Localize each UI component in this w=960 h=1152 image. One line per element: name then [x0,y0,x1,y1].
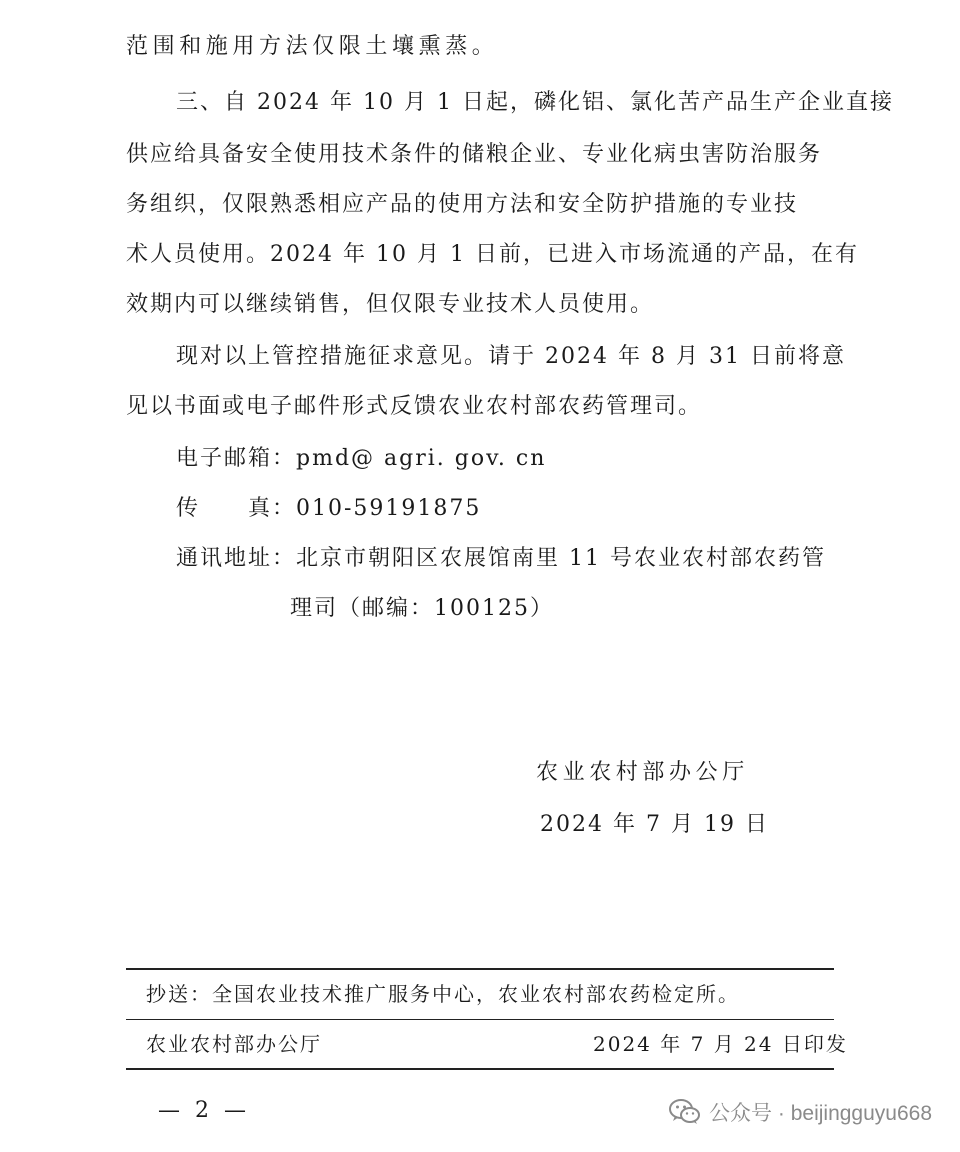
footer-cc: 抄送：全国农业技术推广服务中心，农业农村部农药检定所。 [146,982,740,1006]
contact-email: 电子邮箱：pmd@ agri. gov. cn [176,446,547,471]
body-line-8: 见以书面或电子邮件形式反馈农业农村部农药管理司。 [126,394,703,419]
contact-address-line-2: 理司（邮编：100125） [290,596,554,621]
signature-issuer: 农业农村部办公厅 [536,760,749,785]
body-line-7: 现对以上管控措施征求意见。请于 2024 年 8 月 31 日前将意 [176,344,846,369]
footer-bottom-rule [126,1068,834,1070]
signature-date: 2024 年 7 月 19 日 [540,812,769,837]
footer-middle-rule [126,1019,834,1020]
body-line-5: 术人员使用。2024 年 10 月 1 日前，已进入市场流通的产品，在有 [126,242,859,267]
footer-office: 农业农村部办公厅 [146,1032,322,1056]
body-line-3: 供应给具备安全使用技术条件的储粮企业、专业化病虫害防治服务 [126,142,823,167]
footer-top-rule [126,968,834,970]
wechat-icon [669,1099,701,1125]
body-line-1: 范围和施用方法仅限土壤熏蒸。 [126,34,499,59]
watermark-text: 公众号 · beijingguyu668 [709,1102,932,1125]
contact-fax: 传 真：010-59191875 [176,496,482,521]
contact-address-line-1: 通讯地址：北京市朝阳区农展馆南里 11 号农业农村部农药管 [176,546,826,571]
body-line-2: 三、自 2024 年 10 月 1 日起，磷化铝、氯化苦产品生产企业直接 [176,90,894,115]
body-line-4: 务组织，仅限熟悉相应产品的使用方法和安全防护措施的专业技 [126,192,799,217]
body-line-6: 效期内可以继续销售，但仅限专业技术人员使用。 [126,292,655,317]
footer-print-date: 2024 年 7 月 24 日印发 [593,1032,848,1056]
page-number: — 2 — [158,1098,250,1123]
watermark [669,1097,932,1127]
